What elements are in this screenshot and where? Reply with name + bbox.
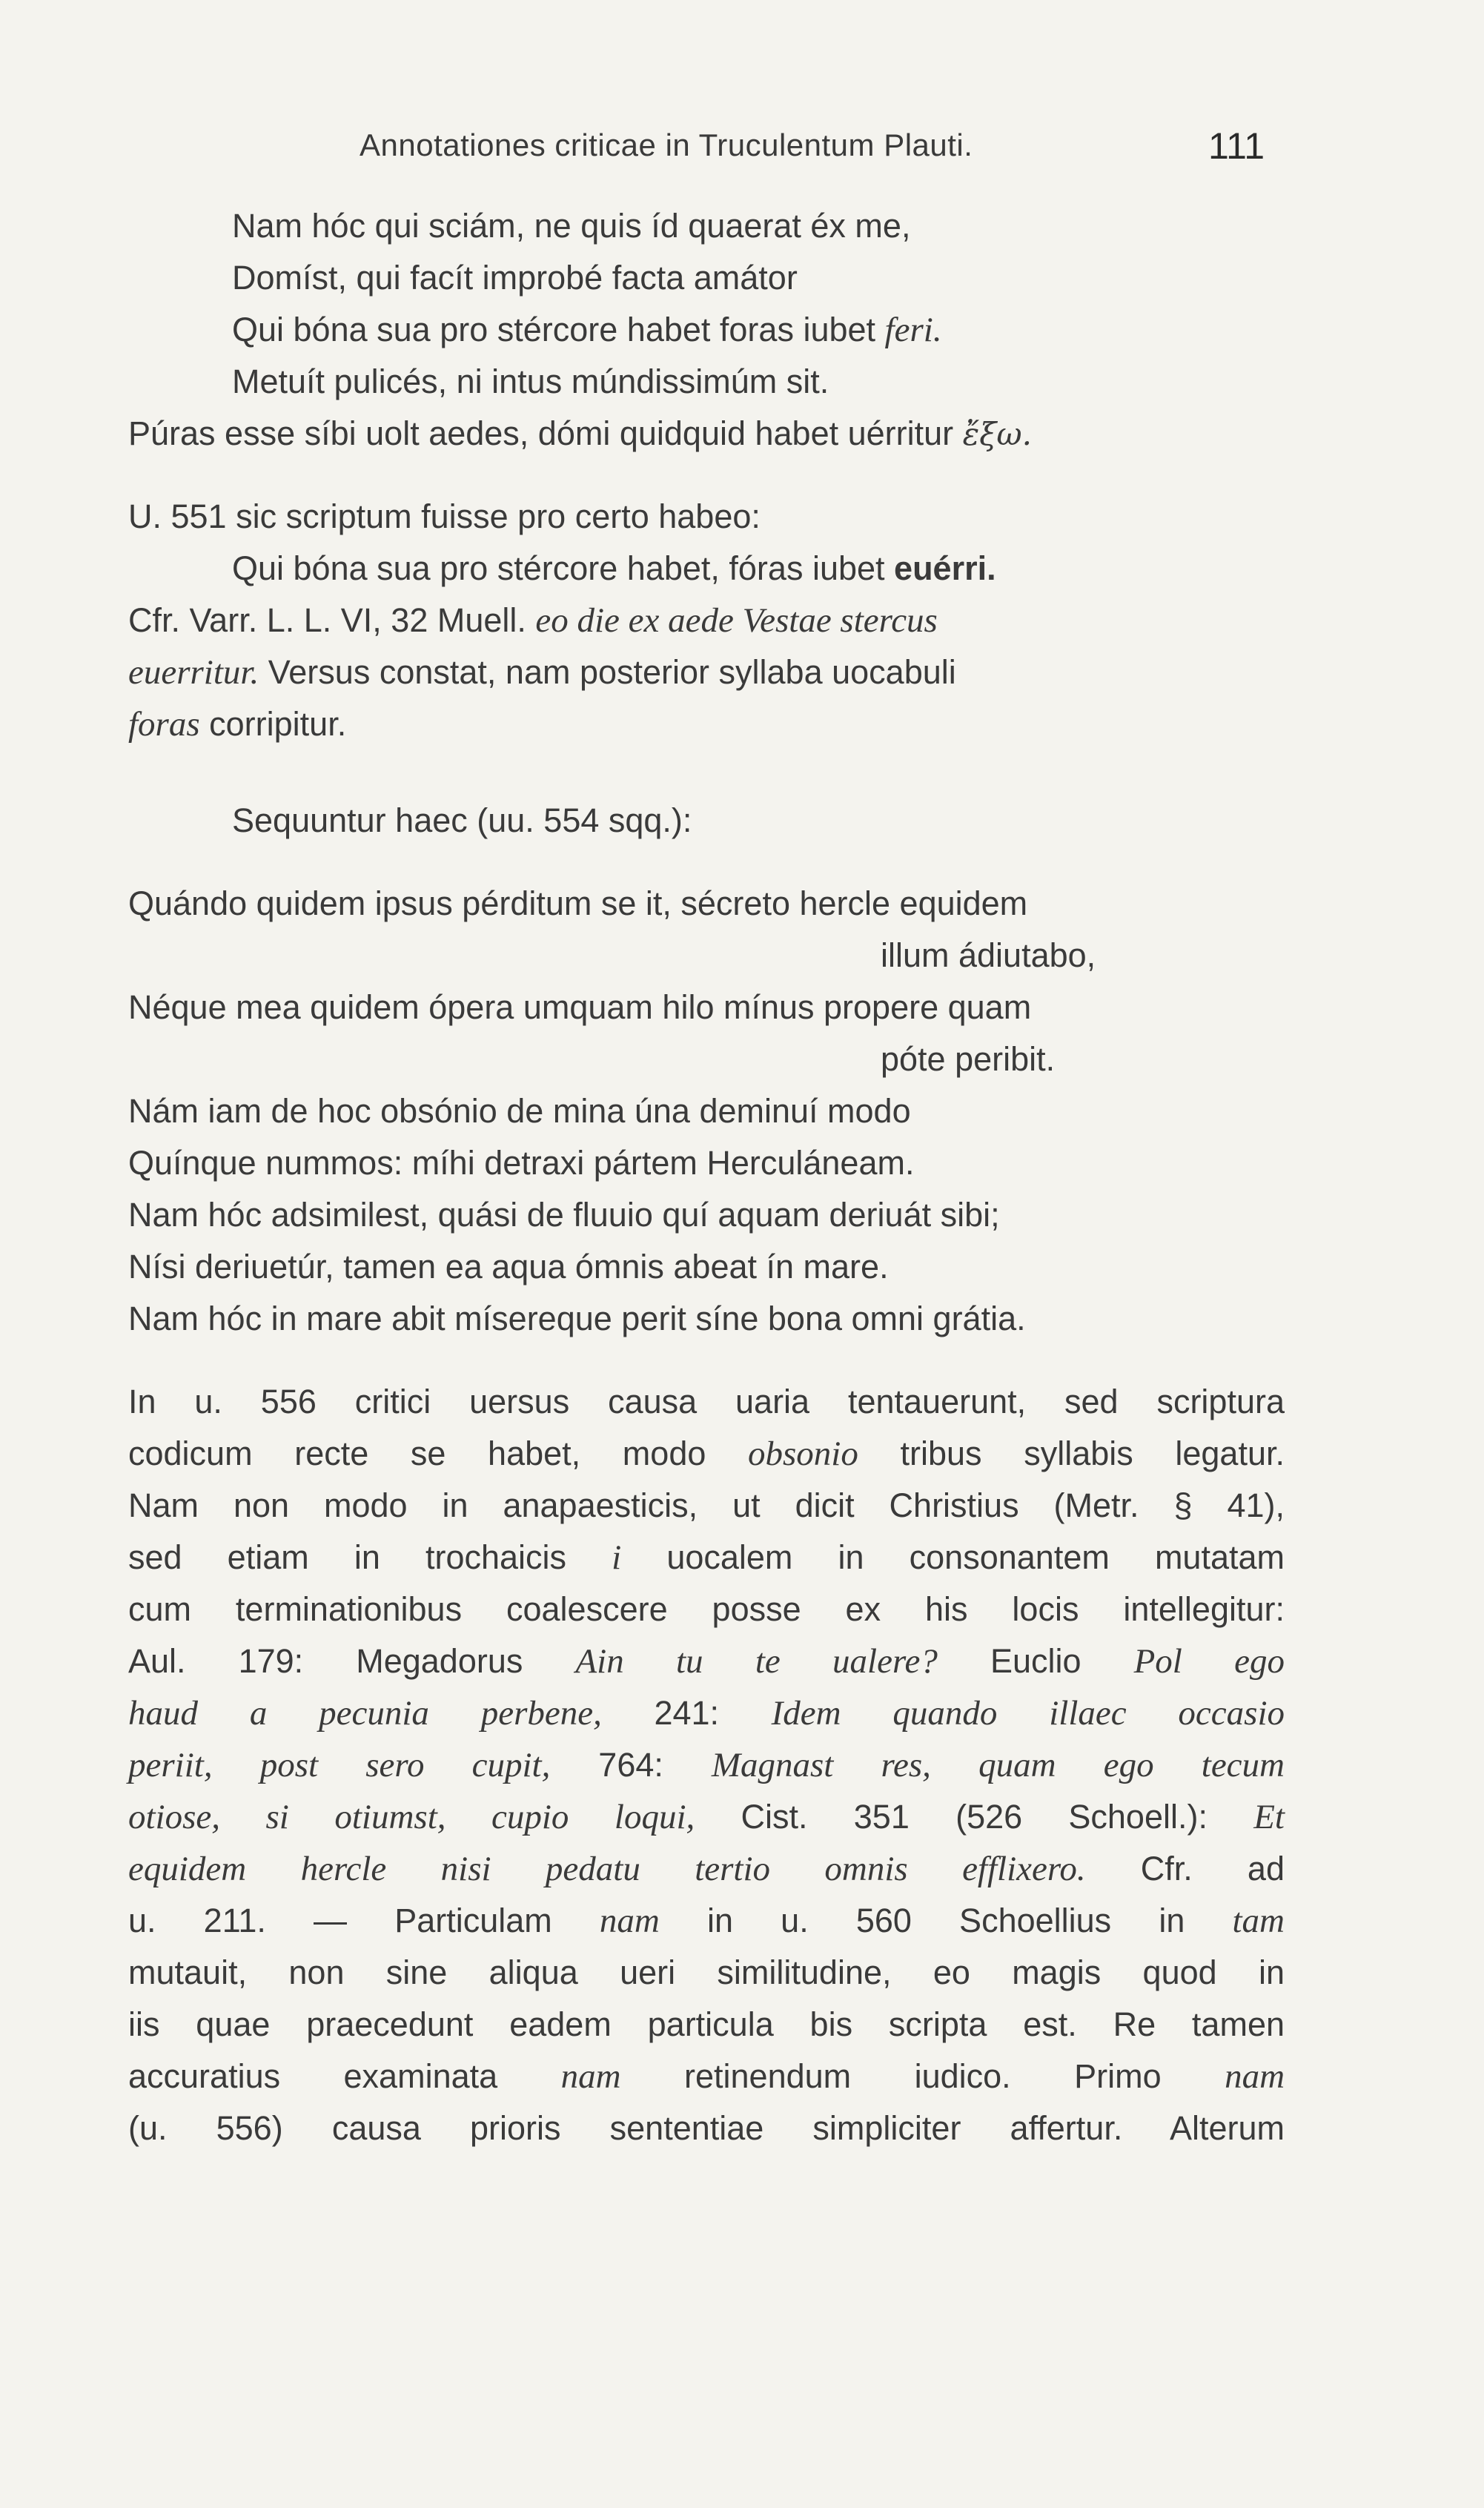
verse-line: Púras esse síbi uolt aedes, dómi quidquid habet uérritur ἔξω.	[128, 414, 1032, 452]
verse-block-2	[128, 878, 1285, 1345]
verse-continuation: póte peribit.	[881, 1040, 1056, 1078]
verse-line: Nam hóc qui sciám, ne quis íd quaerat éx me,	[232, 207, 911, 245]
verse-line: Metuít pulicés, ni intus múndissimúm sit.	[232, 363, 829, 400]
verse-line: Domíst, qui facít improbé facta amátor	[232, 259, 798, 297]
text-line: In u. 556 critici uersus causa uaria tentauerunt, sed scriptura	[128, 1383, 1285, 1420]
running-title: Annotationes criticae in Truculentum Plauti.	[360, 128, 973, 162]
verse-block-1	[128, 200, 1285, 460]
verse-line: Quándo quidem ipsus pérditum se it, sécreto hercle equidem	[128, 884, 1028, 922]
page-body	[128, 200, 1285, 2154]
cfr-paragraph	[128, 595, 1285, 750]
text-line: Cfr. Varr. L. L. VI, 32 Muell. eo die ex aede Vestae stercus	[128, 601, 938, 640]
greek-word: ἔξω.	[962, 416, 1032, 452]
text-line: foras corripitur.	[128, 705, 347, 744]
page-header	[0, 125, 1484, 179]
verse-line: Nam hóc adsimilest, quási de fluuio quí aquam deriuát sibi;	[128, 1196, 1000, 1234]
text-line: cum terminationibus coalescere posse ex his locis intellegitur:	[128, 1590, 1285, 1628]
text-line: Nam non modo in anapaesticis, ut dicit Christius (Metr. § 41),	[128, 1486, 1285, 1524]
page-number: 111	[1208, 125, 1265, 167]
verse-line: Néque mea quidem ópera umquam hilo mínus propere quam	[128, 988, 1032, 1026]
text-line: mutauit, non sine aliqua ueri similitudine, eo magis quod in	[128, 1953, 1285, 1991]
verse-line: Nam hóc in mare abit mísereque perit síne bona omni grátia.	[128, 1300, 1026, 1337]
text-line: u. 211. — Particulam nam in u. 560 Schoellius in tam	[128, 1902, 1285, 1940]
commentary-paragraph	[128, 1376, 1285, 2154]
verse-line: Nísi deriuetúr, tamen ea aqua ómnis abeat ín mare.	[128, 1248, 889, 1286]
text-line: codicum recte se habet, modo obsonio tribus syllabis legatur.	[128, 1435, 1285, 1473]
verse-line: Nám iam de hoc obsónio de mina úna deminuí modo	[128, 1092, 911, 1130]
verse-551: Qui bóna sua pro stércore habet, fóras iubet euérri.	[232, 549, 996, 587]
text-line: accuratius examinata nam retinendum iudico. Primo nam	[128, 2057, 1285, 2096]
text-line: periit, post sero cupit, 764: Magnast res, quam ego tecum	[128, 1746, 1285, 1784]
italic-word: feri.	[884, 311, 942, 349]
text-line: otiose, si otiumst, cupio loqui, Cist. 351 (526 Schoell.): Et	[128, 1798, 1285, 1836]
text-line: Aul. 179: Megadorus Ain tu te ualere? Euclio Pol ego	[128, 1642, 1285, 1681]
sequuntur-line: Sequuntur haec (uu. 554 sqq.):	[232, 801, 692, 839]
text-line: iis quae praecedunt eadem particula bis scripta est. Re tamen	[128, 2005, 1285, 2043]
verse-line: Qui bóna sua pro stércore habet foras iubet feri.	[232, 311, 942, 349]
text-line: haud a pecunia perbene, 241: Idem quando illaec occasio	[128, 1694, 1285, 1733]
text-line: (u. 556) causa prioris sententiae simpliciter affertur. Alterum	[128, 2109, 1285, 2147]
text-line: sed etiam in trochaicis i uocalem in consonantem mutatam	[128, 1538, 1285, 1577]
bold-word: euérri.	[894, 549, 996, 587]
text-line: euerritur. Versus constat, nam posterior syllaba uocabuli	[128, 653, 956, 692]
verse-continuation: illum ádiutabo,	[881, 936, 1096, 974]
verse-line: Quínque nummos: míhi detraxi pártem Herculáneam.	[128, 1144, 915, 1182]
text-line: equidem hercle nisi pedatu tertio omnis efflixero. Cfr. ad	[128, 1850, 1285, 1888]
note-551: U. 551 sic scriptum fuisse pro certo habeo:	[128, 497, 761, 535]
